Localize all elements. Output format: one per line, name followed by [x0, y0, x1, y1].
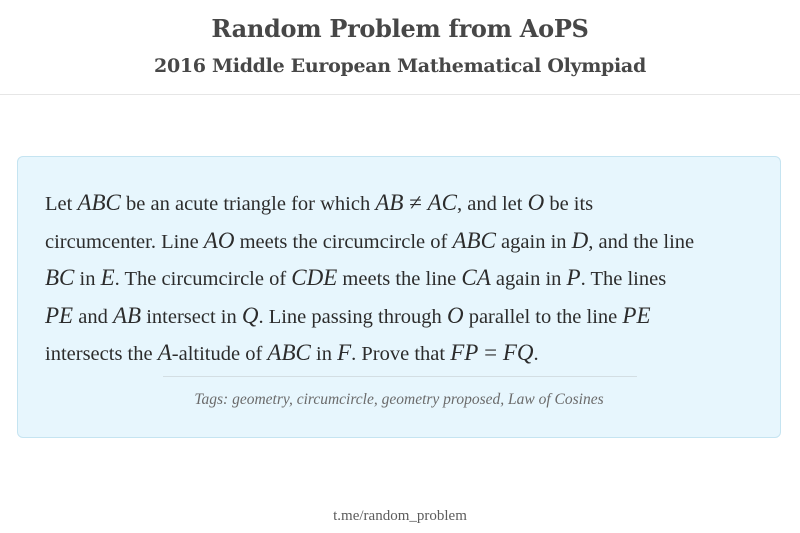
statement-text: , and let: [456, 193, 528, 215]
tags-list: [232, 391, 604, 408]
statement-line: [45, 223, 765, 261]
tags-label: Tags:: [194, 391, 233, 408]
math-symbol: E: [100, 265, 115, 290]
divider: [163, 376, 637, 377]
statement-text: parallel to the line: [463, 305, 623, 328]
tag[interactable]: geometry proposed: [381, 391, 501, 408]
statement-text: again in: [490, 268, 567, 290]
statement-text: circumcenter. Line: [45, 230, 204, 253]
channel-link[interactable]: t.me/random_problem: [333, 508, 467, 524]
statement-line: [45, 260, 765, 298]
math-symbol: A: [157, 340, 172, 365]
tag[interactable]: geometry: [232, 391, 289, 408]
statement-text: . Prove that: [351, 343, 451, 365]
statement-line: [45, 335, 765, 373]
statement-line: [45, 298, 765, 336]
math-operator: =: [478, 340, 503, 365]
math-symbol: AB: [375, 190, 404, 215]
math-symbol: F: [337, 340, 352, 365]
statement-text: . The circumcircle of: [114, 268, 292, 290]
tag[interactable]: Law of Cosines: [508, 391, 604, 408]
tag[interactable]: circumcircle: [296, 391, 374, 408]
math-symbol: Q: [241, 302, 259, 328]
math-operator: ≠: [403, 190, 428, 215]
math-symbol: ABC: [77, 190, 121, 215]
statement-text: and: [73, 305, 113, 328]
math-symbol: ABC: [452, 227, 496, 253]
statement-text: in: [310, 343, 338, 365]
math-symbol: BC: [45, 265, 75, 290]
math-symbol: O: [446, 302, 464, 328]
tag-separator: ,: [288, 391, 297, 408]
statement-text: intersect in: [141, 305, 242, 328]
statement-text: again in: [495, 230, 572, 253]
math-symbol: PE: [45, 302, 74, 328]
math-symbol: AB: [112, 302, 142, 328]
statement-text: be an acute triangle for which: [120, 193, 376, 215]
site-title: Random Problem from AoPS: [211, 14, 589, 43]
statement-text: meets the circumcircle of: [234, 230, 453, 253]
math-symbol: O: [527, 190, 545, 215]
math-symbol: CA: [461, 265, 491, 290]
math-symbol: PE: [622, 302, 651, 328]
statement-text: be its: [544, 193, 594, 215]
statement-text: Let: [45, 193, 78, 215]
statement-text: .: [533, 343, 539, 365]
math-symbol: D: [571, 227, 589, 253]
tag-separator: ,: [373, 391, 382, 408]
competition-title: 2016 Middle European Mathematical Olympiad: [154, 55, 646, 77]
tag-separator: ,: [500, 391, 509, 408]
statement-text: intersects the: [45, 343, 158, 365]
math-symbol: P: [566, 265, 581, 290]
statement-text: -altitude of: [171, 343, 268, 365]
math-symbol: FP: [450, 340, 479, 365]
math-symbol: ABC: [267, 340, 311, 365]
statement-text: in: [74, 268, 101, 290]
math-symbol: FQ: [502, 340, 534, 365]
statement-text: , and the line: [588, 230, 695, 253]
math-symbol: AO: [203, 227, 235, 253]
tags-line: [18, 391, 780, 409]
problem-statement: [45, 185, 765, 373]
statement-text: meets the line: [337, 268, 462, 290]
statement-text: . The lines: [580, 268, 667, 290]
math-symbol: AC: [427, 190, 457, 215]
statement-text: . Line passing through: [258, 305, 447, 328]
problem-card: [17, 156, 781, 438]
statement-line: [45, 185, 765, 223]
math-symbol: CDE: [291, 265, 338, 290]
page-header: [0, 0, 800, 95]
